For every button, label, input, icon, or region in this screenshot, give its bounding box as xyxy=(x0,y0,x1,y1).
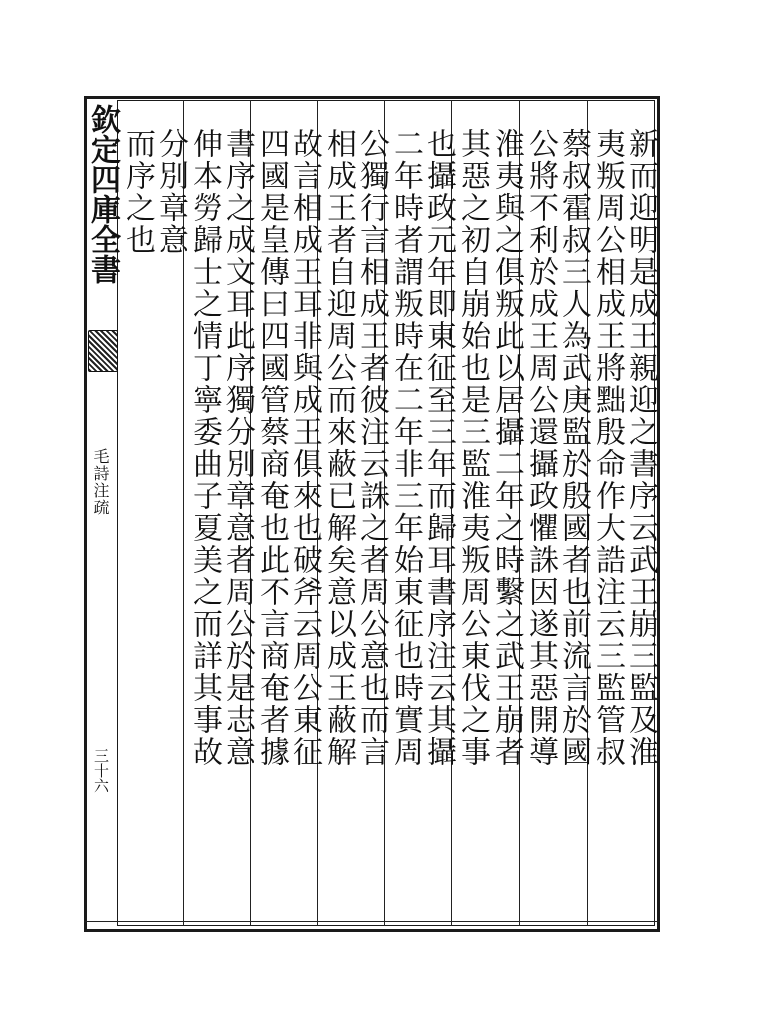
book-name: 毛詩注疏 xyxy=(91,448,110,516)
text-column-12: 四國是皇傳曰四國管蔡商奄也此不言商奄者據 xyxy=(254,128,289,768)
page-number: 三十六 xyxy=(92,748,110,793)
text-column-9: 公獨行言相成王者彼注云誅之者周公意也而言 xyxy=(354,128,389,768)
text-column-4: 公將不利於成王周公還攝政懼誅因遂其惡開導 xyxy=(523,128,558,768)
text-column-3: 蔡叔霍叔三人為武庚監於殷國者也前流言於國 xyxy=(556,128,591,768)
text-column-7: 也攝政元年即東征至三年而歸耳書序注云其攝 xyxy=(421,128,456,768)
text-column-10: 相成王者自迎周公而來蔽已解矣意以成王蔽解 xyxy=(321,128,356,768)
text-column-1: 新而迎明是成王親迎之書序云武王崩三監及淮 xyxy=(623,128,658,768)
text-column-11: 故言相成王耳非與成王俱來也破斧云周公東征 xyxy=(287,128,322,768)
text-column-15: 分別章意 xyxy=(153,128,188,256)
text-column-5: 淮夷與之俱叛此以居攝二年之時繫之武王崩者 xyxy=(489,128,524,768)
text-column-6: 其惡之初自崩始也是三監淮夷叛周公東伐之事 xyxy=(455,128,490,768)
bottom-border-band xyxy=(84,921,660,932)
fishtail-mark-icon xyxy=(88,330,118,372)
text-column-8: 二年時者謂叛時在二年非三年始東征也時實周 xyxy=(388,128,423,768)
text-column-13: 書序之成文耳此序獨分別章意者周公於是志意 xyxy=(220,128,255,768)
text-column-2: 夷叛周公相成王將黜殷命作大誥注云三監管叔 xyxy=(590,128,625,768)
text-column-16: 而序之也 xyxy=(120,128,155,256)
text-column-14: 伸本勞歸士之情丁寧委曲子夏美之而詳其事故 xyxy=(187,128,222,768)
collection-title: 欽定四庫全書 xyxy=(85,104,120,284)
